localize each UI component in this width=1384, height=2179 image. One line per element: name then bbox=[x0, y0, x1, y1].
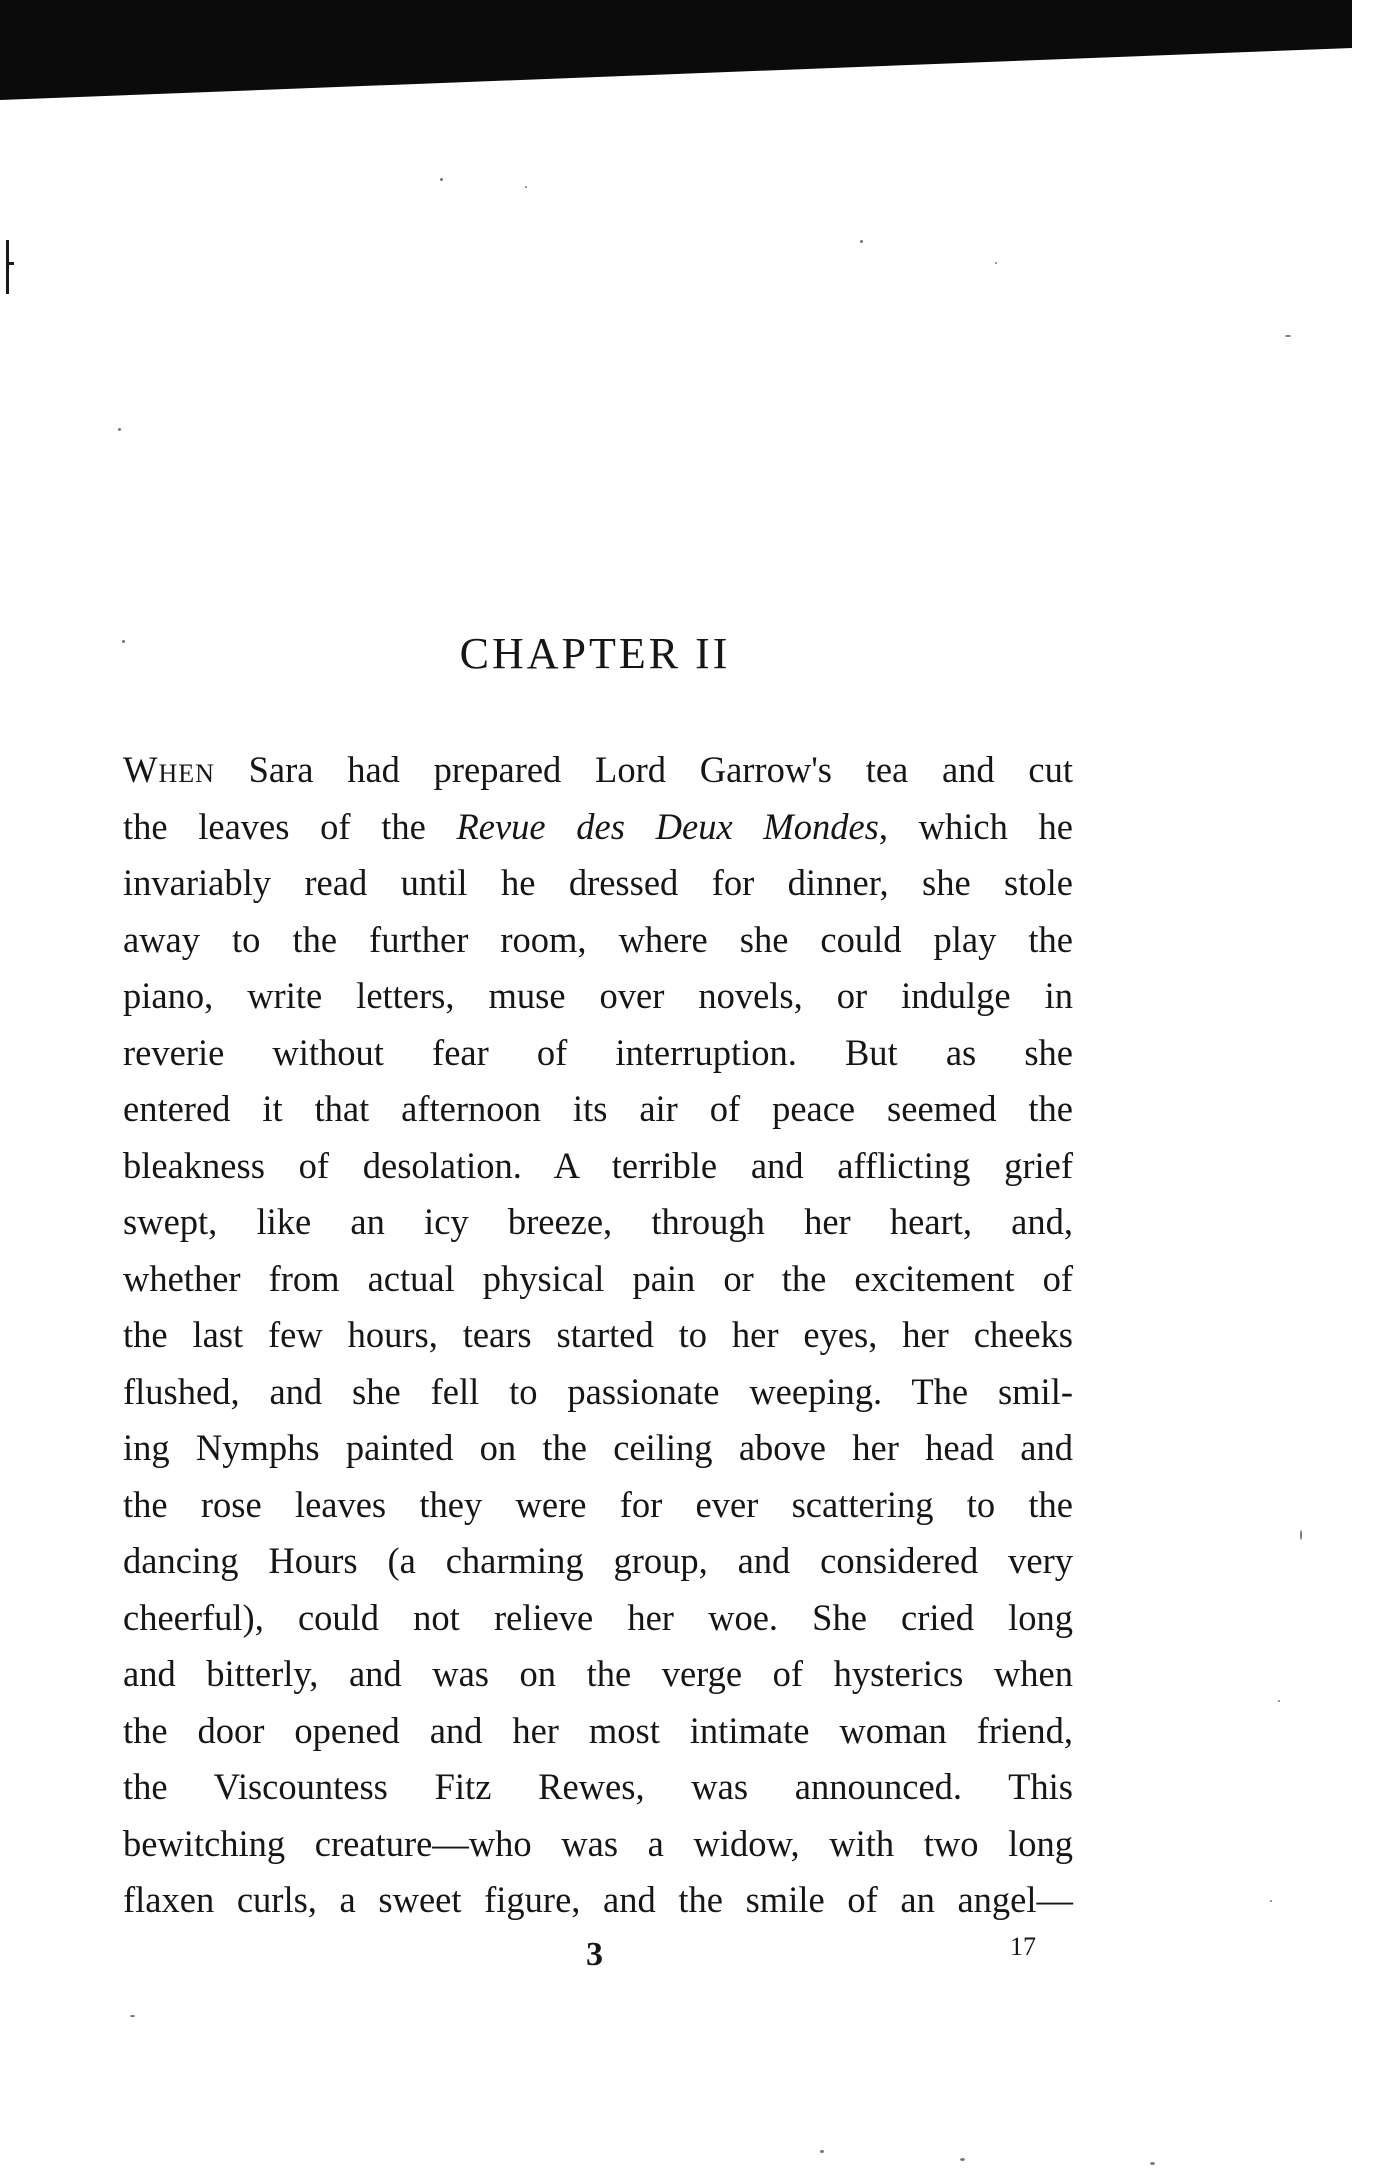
text-line: bewitching creature—who was a widow, with two long bbox=[123, 1822, 1073, 1864]
text-line: the door opened and her most intimate woman friend, bbox=[123, 1709, 1073, 1751]
margin-mark bbox=[6, 240, 9, 294]
text-line: and bitterly, and was on the verge of hysterics when bbox=[123, 1653, 1073, 1694]
text-line: ing Nymphs painted on the ceiling above her head and bbox=[123, 1427, 1073, 1468]
journal-title: Revue des Deux Mondes bbox=[456, 805, 879, 847]
line-text: , which he bbox=[878, 805, 1073, 847]
chapter-body-text bbox=[123, 742, 1073, 1929]
text-line: dancing Hours (a charming group, and considered very bbox=[123, 1540, 1073, 1581]
text-line bbox=[123, 742, 1073, 799]
scan-speck bbox=[525, 186, 527, 188]
scan-speck bbox=[118, 428, 121, 431]
scan-speck bbox=[995, 262, 997, 264]
lead-word: When bbox=[123, 749, 215, 790]
signature-mark: 3 bbox=[586, 1936, 603, 1973]
text-line: piano, write letters, muse over novels, or indulge in bbox=[123, 975, 1073, 1016]
chapter-title: CHAPTER II bbox=[459, 629, 731, 678]
text-line: the last few hours, tears started to her eyes, her cheeks bbox=[123, 1314, 1073, 1355]
scan-speck bbox=[440, 178, 443, 181]
text-line: the rose leaves they were for ever scattering to the bbox=[123, 1483, 1073, 1525]
page-number: 17 bbox=[1010, 1932, 1036, 1961]
text-line: away to the further room, where she could play the bbox=[123, 918, 1073, 960]
text-line: bleakness of desolation. A terrible and afflicting grief bbox=[123, 1144, 1073, 1186]
scan-speck bbox=[860, 240, 863, 243]
text-line bbox=[123, 799, 1073, 856]
scan-speck bbox=[1278, 1700, 1280, 1702]
scan-speck bbox=[130, 2015, 135, 2017]
line-text: the leaves of the bbox=[123, 805, 457, 847]
text-line: flaxen curls, a sweet figure, and the smile of an angel— bbox=[123, 1879, 1073, 1920]
text-line: cheerful), could not relieve her woe. She cried long bbox=[123, 1596, 1073, 1638]
scan-edge-shadow bbox=[0, 0, 1352, 100]
text-line: the Viscountess Fitz Rewes, was announced. This bbox=[123, 1766, 1073, 1807]
text-line: flushed, and she fell to passionate weeping. The smil- bbox=[123, 1370, 1073, 1412]
scan-speck bbox=[1285, 335, 1291, 337]
text-line: entered it that afternoon its air of peace seemed the bbox=[123, 1088, 1073, 1129]
text-line: invariably read until he dressed for dinner, she stole bbox=[123, 862, 1073, 903]
text-line: reverie without fear of interruption. But as she bbox=[123, 1031, 1073, 1073]
text-line: whether from actual physical pain or the excitement of bbox=[123, 1257, 1073, 1299]
scan-speck bbox=[1150, 2162, 1155, 2165]
scan-speck bbox=[960, 2158, 965, 2161]
scan-speck bbox=[1300, 1530, 1302, 1540]
line-text: Sara had prepared Lord Garrow's tea and cut bbox=[214, 749, 1073, 790]
scan-speck bbox=[1270, 1900, 1272, 1902]
scan-speck bbox=[820, 2150, 824, 2153]
text-line: swept, like an icy breeze, through her heart, and, bbox=[123, 1201, 1073, 1242]
